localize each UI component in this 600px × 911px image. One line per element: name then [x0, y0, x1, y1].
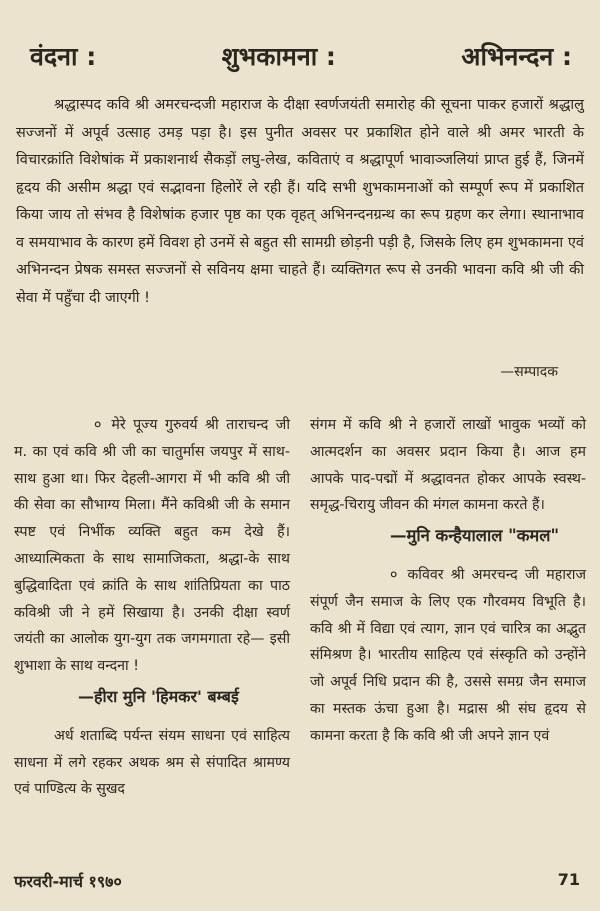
editor-intro [16, 92, 584, 312]
left-signature-1: —हीरा मुनि 'हिमकर' बम्बई [78, 686, 239, 706]
bullet-mark: ० [390, 566, 398, 583]
right-message-2 [310, 562, 586, 750]
right-signature-1: —मुनि कन्हैयालाल "कमल" [390, 526, 560, 546]
right-message-2-text: कविवर श्री अमरचन्द जी महाराज संपूर्ण जैन समाज के लिए एक गौरवमय विभूति है। कवि श्री में विद्या एवं त्याग, ज्ञान एवं चारित्र का अद्भुत संमिश्रण है। भारतीय साहित्य एवं संस्कृति को उन्होंने जो अपूर्व निधि प्रदान की है, उससे समग्र जैन समाज का मस्तक ऊंचा हुआ है। मद्रास श्री संघ हृदय से कामना करता है कि कवि श्री जी अपने ज्ञान एवं [310, 566, 586, 744]
left-message-1 [14, 412, 290, 680]
issue-date: फरवरी-मार्च १९७० [14, 872, 122, 891]
left-message-1-text: मेरे पूज्य गुरुवर्य श्री ताराचन्द जी म. का एवं कवि श्री जी का चातुर्मास जयपुर में साथ-साथ हुआ था। फिर देहली-आगरा में भी कवि श्री जी की सेवा का सौभाग्य मिला। मैंने कविश्री जी के समान स्पष्ट एवं निर्भीक व्यक्ति बहुत कम देखे हैं। आध्यात्मिकता के साथ सामाजिकता, श्रद्धा-के साथ बुद्धिवादिता एवं क्रांति के साथ शांतिप्रियता का पाठ कविश्री जी ने हमें सिखाया है। उनकी दीक्षा स्वर्ण जयंती का आलोक युग-युग तक जगमगाता रहे— इसी शुभाशा के साथ वन्दना ! [14, 417, 290, 675]
header-vandana: वंदना : [30, 42, 97, 71]
page-header [30, 36, 572, 76]
page-number: 71 [557, 870, 580, 889]
editor-signature: —सम्पादक [500, 364, 558, 380]
bullet-mark: ० [94, 417, 102, 433]
page-footer [14, 870, 580, 892]
right-column [310, 412, 586, 750]
right-message-1: संगम में कवि श्री ने हजारों लाखों भावुक भव्यों को आत्मदर्शन का अवसर प्रदान किया है। आज हम आपके पाद-पद्मों में श्रद्धावनत होकर आपके स्वस्थ-समृद्ध-चिरायु जीवन की मंगल कामना करते हैं। [310, 417, 586, 514]
intro-paragraph: श्रद्धास्पद कवि श्री अमरचन्दजी महाराज के दीक्षा स्वर्णजयंती समारोह की सूचना पाकर हजारों श्रद्धालु सज्जनों में अपूर्व उत्साह उमड़ पड़ा है। इस पुनीत अवसर पर प्रकाशित होने वाले श्री अमर भारती के विचारक्रांति विशेषांक में प्रकाशनार्थ सैकड़ों लघु-लेख, कविताएं व श्रद्धापूर्ण भावाञ्जलियां प्राप्त हुई हैं, जिनमें हृदय की असीम श्रद्धा एवं सद्भावना हिलोरें ले रही हैं। यदि सभी शुभकामनाओं को सम्पूर्ण रूप में प्रकाशित किया जाय तो संभव है विशेषांक हजार पृष्ठ का एक वृहत् अभिनन्दनग्रन्थ का रूप ग्रहण कर लेगा। स्थानाभाव व समयाभाव के कारण हमें विवश हो उनमें से बहुत सी सामग्री छोड़नी पड़ी है, जिसके लिए हम शुभकामना एवं अभिनन्दन प्रेषक समस्त सज्जनों से सविनय क्षमा चाहते हैं। व्यक्तिगत रूप से उनकी भावना कवि श्री जी की सेवा में पहुँचा दी जाएगी ! [16, 97, 584, 306]
left-column [14, 412, 290, 803]
header-abhinandan: अभिनन्दन : [461, 42, 572, 71]
left-message-2: अर्ध शताब्दि पर्यन्त संयम साधना एवं साहित्य साधना में लगे रहकर अथक श्रम से संपादित श्रामण्य एवं पाण्डित्य के सुखद [14, 727, 290, 798]
header-shubhkamna: शुभकामना : [221, 42, 336, 71]
